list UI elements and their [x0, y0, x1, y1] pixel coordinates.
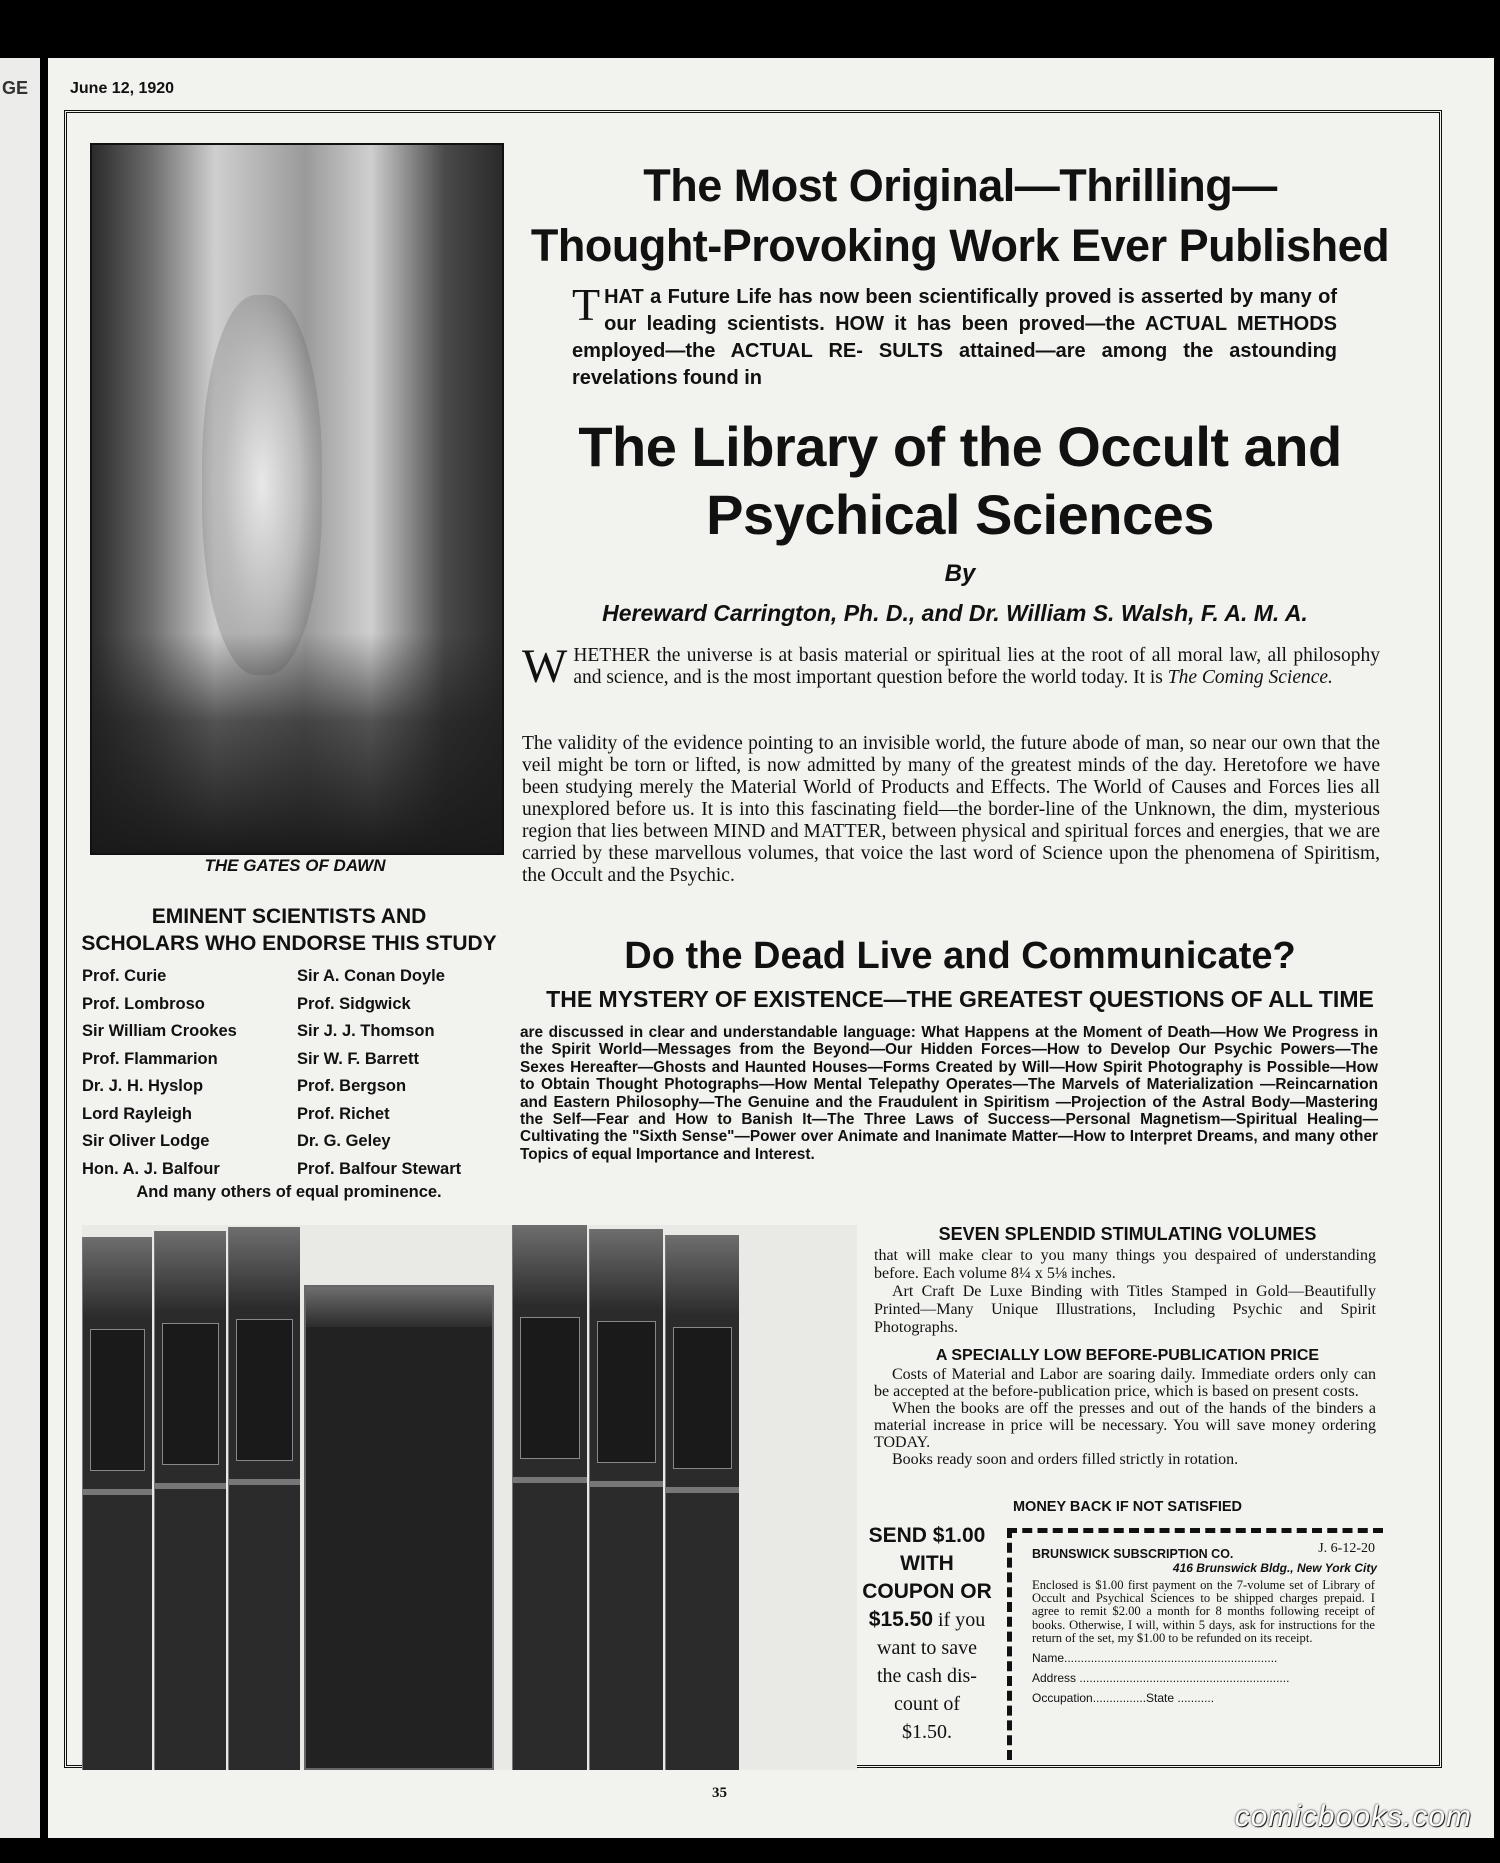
book-volume-open — [304, 1285, 494, 1770]
endorser: Prof. Flammarion — [82, 1049, 218, 1068]
endorser-row — [82, 1156, 502, 1184]
illustration-shadow — [92, 633, 502, 853]
coupon-code: J. 6-12-20 — [1318, 1541, 1375, 1556]
send-line: if you — [938, 1609, 986, 1631]
title-line-1: The Library of the Occult and — [578, 415, 1342, 478]
coupon-address: 416 Brunswick Bldg., New York City — [1172, 1561, 1377, 1575]
book-volume — [665, 1235, 739, 1770]
volumes-heading: SEVEN SPLENDID STIMULATING VOLUMES — [938, 1224, 1317, 1244]
endorsers-heading-line-1: EMINENT SCIENTISTS AND — [151, 905, 427, 928]
issue-date: June 12, 1920 — [70, 80, 175, 97]
endorser-row — [82, 1101, 502, 1129]
volumes-text-2: Art Craft De Luxe Binding with Titles Stamped in Gold—Beautifully Printed—Many Unique Illustrations, Including Psychic and Spirit Photographs. — [874, 1283, 1376, 1336]
library-title — [515, 413, 1405, 549]
send-line: want to save — [877, 1637, 977, 1659]
endorser-row — [82, 991, 502, 1019]
coming-science-italic: The Coming Science. — [1167, 667, 1333, 688]
endorser-row — [82, 1128, 502, 1156]
mystery-subheading: THE MYSTERY OF EXISTENCE—THE GREATEST QUESTIONS OF ALL TIME — [546, 986, 1374, 1012]
headline-line-1: The Most Original—Thrilling— — [643, 160, 1277, 211]
volumes-description — [874, 1247, 1376, 1337]
para1-drop-cap: W — [522, 640, 568, 693]
coupon-company: BRUNSWICK SUBSCRIPTION CO. — [1032, 1547, 1234, 1561]
endorser: Hon. A. J. Balfour — [82, 1159, 220, 1178]
illustration-caption: THE GATES OF DAWN — [204, 856, 386, 875]
gates-of-dawn-illustration — [90, 143, 504, 855]
price-text-3: Books ready soon and orders filled strictly in rotation. — [892, 1451, 1239, 1468]
occupation-label: Occupation — [1032, 1691, 1093, 1706]
endorser-row — [82, 1018, 502, 1046]
previous-page-edge — [0, 58, 40, 1838]
book-volume — [228, 1227, 300, 1770]
endorser-row — [82, 1046, 502, 1074]
state-label: State — [1146, 1691, 1175, 1706]
endorser: Prof. Curie — [82, 967, 167, 986]
volumes-text-1: that will make clear to you many things you despaired of understanding before. Each volume 8¼ x 5⅛ inches. — [874, 1247, 1376, 1282]
send-line: COUPON OR — [862, 1580, 992, 1603]
dead-live-heading: Do the Dead Live and Communicate? — [624, 935, 1296, 977]
authors: Hereward Carrington, Ph. D., and Dr. William S. Walsh, F. A. M. A. — [602, 600, 1308, 626]
send-line: the cash dis- — [877, 1665, 977, 1687]
endorser: Lord Rayleigh — [82, 1104, 193, 1123]
endorser: Dr. G. Geley — [297, 1132, 391, 1151]
previous-page-fragment: GE — [2, 78, 29, 98]
by-line: By — [944, 560, 976, 587]
book-volume — [589, 1229, 663, 1770]
coupon-terms: Enclosed is $1.00 first payment on the 7-volume set of Library of Occult and Psychical Sciences to be shipped charges prepaid. I agree to remit $2.00 a month for 8 months following receipt of books. Otherwise, I will, within 5 days, ask for instructions for the return of the set, my $1.00 to be refunded on its receipt. — [1032, 1578, 1375, 1645]
endorser: Prof. Lombroso — [82, 994, 205, 1013]
figure-silhouette — [202, 295, 322, 675]
send-line: WITH — [900, 1552, 954, 1575]
book-volume — [512, 1225, 587, 1770]
endorser: Prof. Bergson — [297, 1077, 407, 1096]
headline-line-2: Thought-Provoking Work Ever Published — [530, 220, 1390, 271]
price-heading: A SPECIALLY LOW BEFORE-PUBLICATION PRICE — [935, 1347, 1320, 1364]
address-label: Address — [1032, 1671, 1077, 1686]
endorser: Dr. J. H. Hyslop — [82, 1077, 204, 1096]
intro-text: HAT a Future Life has now been scientifically proved is asserted by many of our leading scientists. HOW it has been proved—the ACTUAL METHODS employed—the ACTUAL RE- SULTS attained—are among the astounding revelations found in — [572, 286, 1337, 389]
endorser-row — [82, 1073, 502, 1101]
endorser: Sir Oliver Lodge — [82, 1132, 210, 1151]
book-volume — [82, 1237, 152, 1770]
endorser: Prof. Sidgwick — [297, 994, 411, 1013]
send-line: SEND $1.00 — [868, 1524, 986, 1547]
endorser: Sir William Crookes — [82, 1022, 237, 1041]
endorser: Sir J. J. Thomson — [297, 1022, 435, 1041]
endorser: Prof. Richet — [297, 1104, 390, 1123]
intro-drop-cap: T — [572, 279, 601, 330]
send-offer — [848, 1522, 1006, 1746]
book-volume — [154, 1231, 226, 1770]
endorsers-heading-line-2: SCHOLARS WHO ENDORSE THIS STUDY — [81, 932, 497, 955]
name-field[interactable]: Name................................................................ — [1032, 1651, 1278, 1666]
topics-paragraph: are discussed in clear and understandable language: What Happens at the Moment of Death—How We Progress in the Spirit World—Messages from the Beyond—Our Hidden Forces—How to Develop Our Psychic Powers—The Sexes Hereafter—Ghosts and Haunted Houses—Forms Created by Will—How Spirit Photography is Possible—How to Obtain Thought Photographs—How Mental Telepathy Operates—The Marvels of Materialization —Reincarnation and Eastern Philosophy—The Genuine and the Fraudulent in Spiritism —Projection of the Astral Body—Mastering the Self—Fear and How to Banish It—The Three Laws of Success—Personal Magnetism—Spiritual Healing—Cultivating the "Sixth Sense"—Power over Animate and Inanimate Matter—How to Interpret Dreams, and many other Topics of equal Importance and Interest. — [520, 1024, 1378, 1163]
address-field[interactable]: Address ............................................................... — [1032, 1671, 1290, 1686]
occupation-field[interactable]: Occupation................State ........... — [1032, 1691, 1215, 1706]
endorsers-list — [82, 963, 502, 1183]
send-line: count of — [893, 1693, 961, 1715]
title-line-2: Psychical Sciences — [706, 483, 1214, 546]
validity-paragraph: The validity of the evidence pointing to an invisible world, the future abode of man, so near our own that the veil might be torn or lifted, is now admitted by many of the greatest minds of the day. Heretofore we have been studying merely the Material World of Products and Effects. The World of Causes and Forces lies all unexplored before us. It is into this fascinating field—the border-line of the Unknown, the dim, mysterious region that lies between MIND and MATTER, between physical and spiritual forces and energies, that we are carried by these marvellous volumes, that voice the last word of Science upon the phenomena of Spiritism, the Occult and the Psychic. — [522, 733, 1380, 886]
price-text-1: Costs of Material and Labor are soaring daily. Immediate orders only can be accepted at the before-publication price, which is based on present costs. — [874, 1366, 1376, 1400]
endorser: Prof. Balfour Stewart — [297, 1159, 462, 1178]
price-description — [874, 1366, 1376, 1468]
watermark: comicbooks.com — [1234, 1800, 1472, 1833]
price-text-2: When the books are off the presses and out of the hands of the binders a material increase in price will be necessary. You will save money ordering TODAY. — [874, 1400, 1376, 1451]
cash-price: $15.50 — [868, 1608, 933, 1631]
endorser-row — [82, 963, 502, 991]
endorser: Sir A. Conan Doyle — [297, 967, 445, 986]
endorsers-footer: And many others of equal prominence. — [136, 1183, 442, 1201]
endorsers-heading — [78, 903, 500, 957]
book-set-illustration — [82, 1225, 857, 1770]
ad-headline — [515, 156, 1405, 276]
discount-amount: $1.50. — [902, 1721, 952, 1743]
endorser: Sir W. F. Barrett — [297, 1049, 419, 1068]
name-label: Name — [1032, 1651, 1065, 1666]
whether-paragraph — [522, 640, 1380, 693]
order-coupon[interactable] — [1007, 1528, 1383, 1760]
para1-text: HETHER the universe is at basis material or spiritual lies at the root of all moral law, all philosophy and science, and is the most important question before the world today. It is — [573, 645, 1380, 688]
page-number: 35 — [712, 1785, 727, 1801]
intro-paragraph — [572, 279, 1337, 392]
money-back-guarantee: MONEY BACK IF NOT SATISFIED — [1012, 1499, 1243, 1515]
